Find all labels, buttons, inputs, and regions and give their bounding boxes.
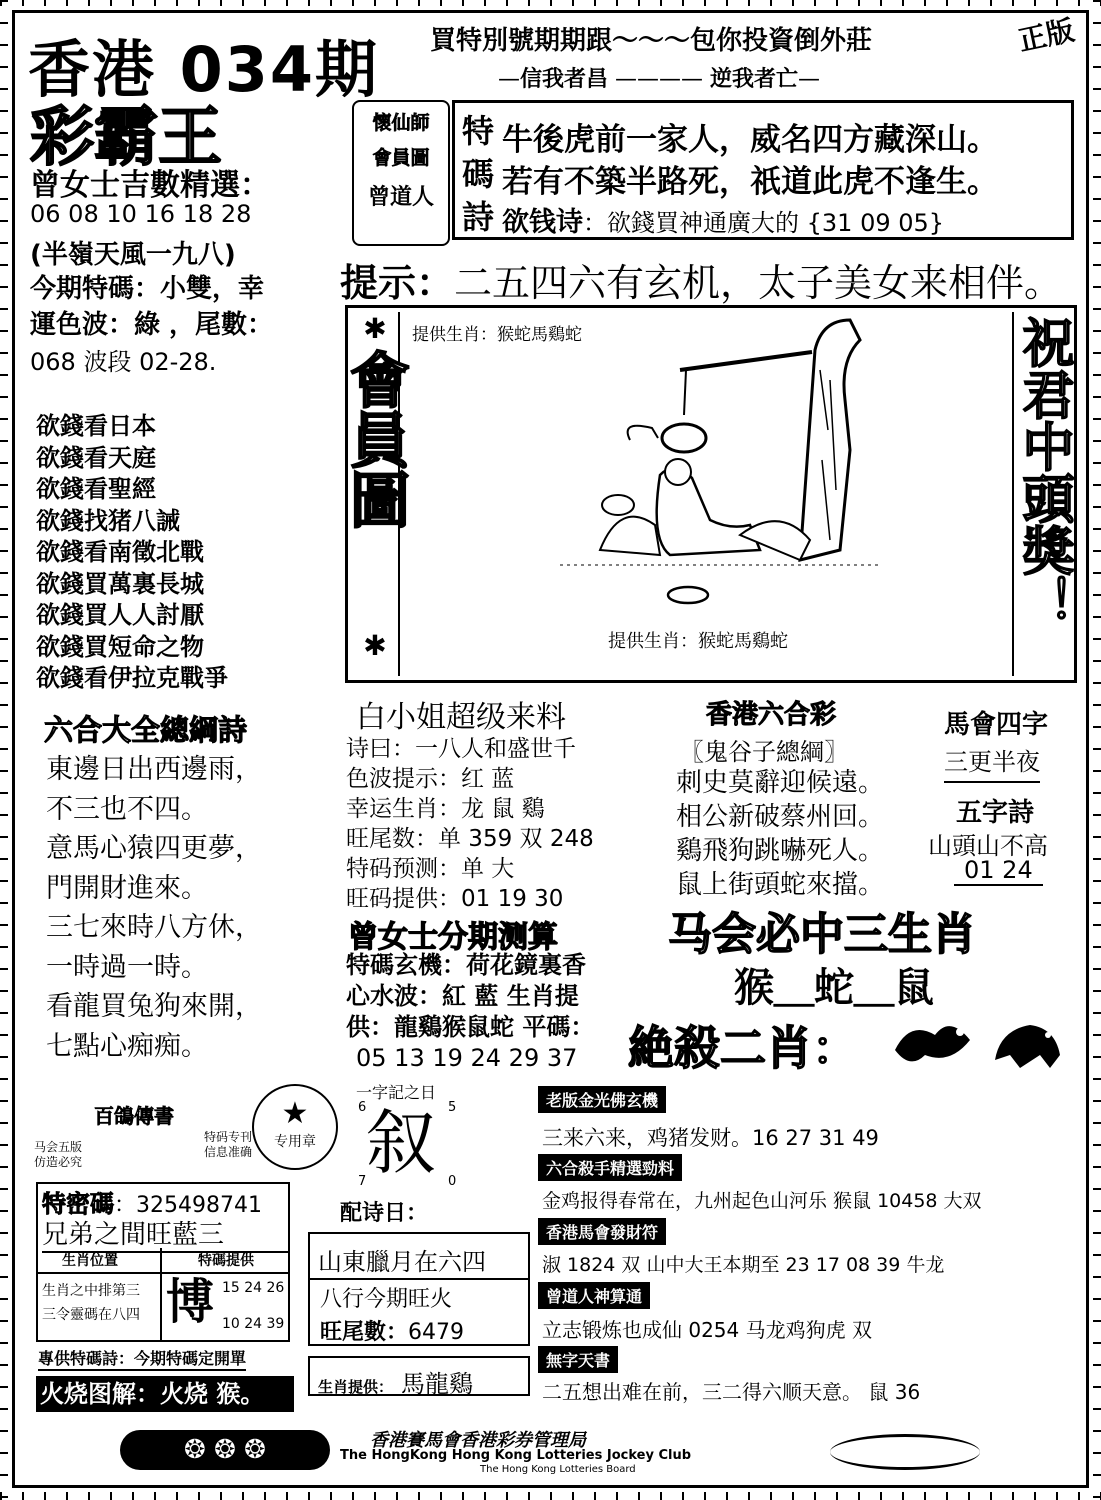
brand-name: 彩霸王: [30, 101, 222, 175]
guigu-lines: [676, 766, 884, 902]
bai-line: 特码预测：单 大: [346, 856, 515, 882]
lucky-sub: (半嶺天風一九八): [30, 240, 236, 270]
zodiac-provide-box: 生肖提供： 馬龍鷄: [308, 1356, 530, 1396]
book-stamp: 百鴿傳書: [94, 1104, 174, 1128]
left-banner-text: 會員圖: [340, 349, 410, 529]
footer-logo-right: [830, 1434, 980, 1470]
picture-right-banner: [1012, 312, 1072, 676]
note-line: 马会五版: [34, 1140, 83, 1154]
hint: 提示：二五四六有玄机，太子美女来相伴。: [340, 261, 1063, 305]
list-item: 欲錢找猪八誡: [36, 505, 180, 535]
badge-line: 曾道人: [367, 185, 434, 210]
edition-badge: 正版: [1015, 13, 1078, 58]
list-label: 曾道人神算通: [538, 1282, 650, 1309]
bai-title: 白小姐超级来料: [356, 700, 566, 735]
table-cell: 生肖之中排第三: [42, 1283, 140, 1299]
list-item: 欲錢買短命之物: [36, 631, 204, 661]
label-char: 詩: [462, 198, 495, 236]
yizi-title: 一字記之日: [356, 1083, 437, 1102]
issue-title: 香港 034期: [28, 33, 380, 106]
table-cell: 10 24 39: [222, 1316, 285, 1332]
list-text: 淑 1824 双 山中大王本期至 23 17 08 39 牛龙: [542, 1254, 945, 1276]
five-title: 五字詩: [956, 798, 1035, 828]
list-text: 二五想出难在前，三二得六顺天意。 鼠 36: [542, 1380, 921, 1404]
list-label: 香港馬會發財符: [538, 1218, 666, 1245]
label-char: 碼: [462, 155, 495, 193]
guigu-line: 鷄飛狗跳嚇死人。: [676, 836, 885, 866]
list-item: 欲錢看聖經: [36, 474, 156, 503]
footer-logo-left: ❂ ❂ ❂: [120, 1430, 330, 1470]
five-text: 山頭山不高: [928, 832, 1048, 860]
table-header: 生肖位置: [62, 1253, 118, 1269]
slogan: 買特別號期期跟～～～包你投資倒外莊: [430, 26, 873, 56]
poem-box-line: [308, 1232, 530, 1280]
label-char: 特: [462, 112, 495, 150]
list-item: 欲錢買人人討厭: [36, 600, 204, 629]
guigu-line: 鼠上街頭蛇來擋。: [676, 870, 885, 900]
badge-line: 懷仙師: [372, 112, 430, 134]
official-seal: ★ 专用章: [252, 1084, 338, 1170]
yizi-number: 5: [448, 1100, 457, 1115]
footer-cn: 香港賽馬會香港彩券管理局: [370, 1430, 586, 1451]
list-item: 欲錢看天庭: [36, 442, 156, 472]
guigu-line: 刺史莫辭迎候遠。: [676, 768, 885, 798]
list-label: 老版金光佛玄機: [538, 1086, 666, 1113]
list-text: 立志锻炼也成仙 0254 马龙鸡狗虎 双: [542, 1318, 872, 1342]
footer-en-2: The Hong Kong Lotteries Board: [480, 1464, 636, 1475]
note-line: 特码专刊: [204, 1130, 253, 1144]
zeng-line: 05 13 19 24 29 37: [356, 1044, 578, 1072]
list-item: 欲錢買萬裏長城: [36, 568, 204, 598]
poem-box-text: 山東臘月在六四: [318, 1248, 486, 1276]
zeng-title: 曾女士分期测算: [348, 920, 558, 955]
yizi-number: 7: [358, 1174, 367, 1189]
list-label: 六合殺手精選勁料: [538, 1154, 682, 1181]
yizi-char: 叙: [366, 1102, 436, 1184]
list-item: 欲錢看南徵北戰: [36, 537, 204, 566]
special-line: 068 波段 02-28.: [30, 348, 217, 376]
zodiac-table: [38, 1248, 288, 1340]
poem-labels: [462, 110, 494, 239]
left-note: [34, 1140, 82, 1170]
special-poem-note: 專供特碼詩：今期特碼定開單: [38, 1346, 246, 1371]
mahui-text: 三更半夜: [944, 742, 1040, 783]
three-title: 马会必中三生肖: [668, 909, 976, 960]
poem-line: 門開財進來。: [46, 872, 208, 904]
zeng-line: 特碼玄機：荷花鏡裏香: [346, 951, 586, 979]
footer-en-1: The HongKong Hong Kong Lotteries Jockey Club: [340, 1448, 692, 1463]
dragon-monkey-icon: [890, 1010, 1070, 1076]
right-note: [204, 1130, 252, 1160]
special-poem-line-2: 若有不築半路死，祇道此虎不逢生。: [502, 164, 998, 200]
table-cell: 15 24 26: [222, 1280, 285, 1296]
note-line: 信息准确: [204, 1145, 253, 1159]
poem-title: 六合大全總綱詩: [44, 713, 248, 747]
note-line: 仿造必究: [34, 1155, 83, 1169]
zeng-line: 心水波：紅 藍 生肖提: [346, 982, 579, 1010]
poem-line: 不三也不四。: [46, 793, 208, 825]
poem-line: 東邊日出西邊雨，: [46, 754, 262, 785]
member-badge: [352, 100, 450, 246]
poem-lines: [46, 750, 262, 1066]
five-nums: 01 24: [954, 856, 1043, 886]
list-text: 三来六来，鸡猪发财。16 27 31 49: [542, 1126, 879, 1150]
money-list: [36, 410, 228, 694]
seal-text: 专用章: [274, 1134, 316, 1150]
three-animals: 猴＿蛇＿鼠: [734, 965, 934, 1011]
poem-box-five: 八行今期旺火 旺尾數：6479: [308, 1280, 530, 1346]
table-cell: 三令靈碼在八四: [42, 1307, 140, 1323]
guigu-title: 香港六合彩: [706, 700, 837, 730]
bo-char: 博: [166, 1274, 215, 1330]
bai-line: 旺尾数：单 359 双 248: [346, 826, 594, 852]
special-poem-line-3: 欲钱诗：欲錢買神通廣大的 {31 09 05}: [502, 207, 945, 238]
picture-left-banner: ✱ 會員圖 ✱: [352, 312, 400, 676]
caption-top: 提供生肖：猴蛇馬鷄蛇: [412, 325, 582, 345]
list-label: 無字天書: [538, 1346, 618, 1373]
bai-line: 旺码提供：01 19 30: [346, 886, 564, 912]
mahui-title: 馬會四字: [944, 710, 1049, 740]
caption-bottom: 提供生肖：猴蛇馬鷄蛇: [608, 631, 788, 652]
list-item: 欲錢看伊拉克戰爭: [36, 663, 228, 692]
poem-line: 三七來時八方休，: [46, 912, 262, 943]
badge-line: 會員圖: [372, 147, 430, 169]
special-poem-line-1: 牛後虎前一家人，威名四方藏深山。: [502, 122, 998, 158]
poem-line: 看龍買兔狗來開，: [46, 991, 262, 1022]
secret-code: 特密碼：325498741: [42, 1190, 262, 1218]
list-item: 欲錢看日本: [36, 411, 156, 440]
poem-line: 一時過一時。: [46, 951, 208, 983]
special-line: 運色波：綠 ，尾數：: [30, 310, 274, 340]
bai-line: 幸运生肖：龙 鼠 鷄: [346, 796, 545, 822]
lucky-numbers: 06 08 10 16 18 28: [30, 200, 252, 228]
guigu-subtitle: 〖鬼谷子總綱〗: [680, 738, 848, 766]
zeng-line: 供：龍鷄猴鼠蛇 平碼：: [346, 1013, 595, 1041]
lucky-heading: 曾女士吉數精選：: [30, 168, 270, 203]
five-line: 八行今期旺火: [320, 1287, 453, 1312]
sage-illustration: [560, 310, 880, 620]
yizi-number: 6: [358, 1100, 367, 1115]
fire-box: 火烧图解：火烧 猴。: [36, 1376, 294, 1412]
poem-line: 七點心痴痴。: [46, 1030, 208, 1062]
yizi-number: 0: [448, 1174, 457, 1189]
right-banner-text: 祝君中頭獎！: [1013, 316, 1073, 628]
guigu-line: 相公新破蔡州回。: [676, 802, 885, 832]
bai-line: 诗曰：一八人和盛世千: [346, 736, 576, 762]
brother-line: 兄弟之間旺藍三: [42, 1214, 288, 1253]
bai-line: 色波提示：红 蓝: [346, 766, 515, 792]
table-header: 特碼提供: [198, 1253, 254, 1269]
special-line: 今期特碼：小雙，幸: [30, 274, 265, 304]
list-text: 金鸡报得春常在，九州起色山河乐 猴鼠 10458 大双: [542, 1190, 982, 1212]
zeng-lines: [346, 950, 594, 1074]
kill-title: 絶殺二肖：: [628, 1021, 858, 1075]
motto: —信我者昌 ———— 逆我者亡—: [498, 67, 821, 92]
poem-line: 意馬心猿四更夢，: [46, 833, 262, 864]
bai-lines: [346, 734, 594, 914]
pei-label: 配诗日：: [340, 1201, 429, 1226]
